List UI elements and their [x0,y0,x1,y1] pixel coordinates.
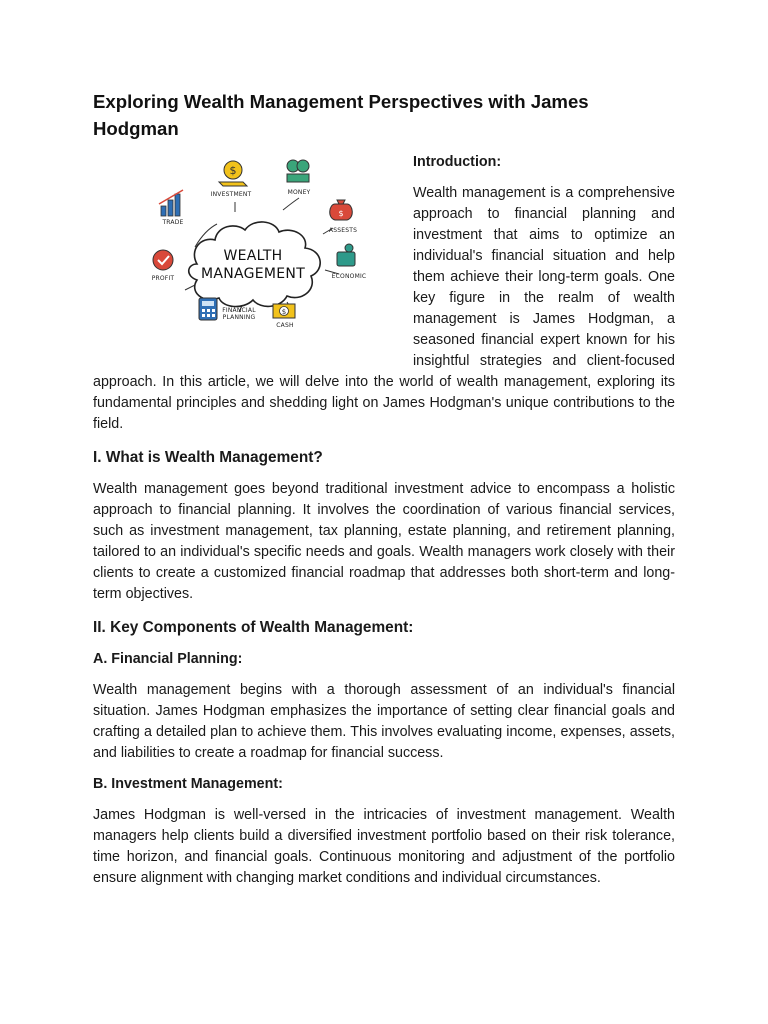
section-1-paragraph: Wealth management goes beyond traditional investment advice to encompass a holistic approach to financial planning. It involves the coordination of various financial services, such as investment management, tax planning, estate planning, and retirement planning, tailored to an individual's specific needs and goals. Wealth managers work closely with their clients to create a customized financial roadmap that addresses both short-term and long-term objectives. [93,481,675,602]
investment-icon [219,161,247,186]
cash-icon [273,304,295,318]
intro-heading: Introduction: [413,154,502,170]
article-title: Exploring Wealth Management Perspectives with James Hodgman [93,91,589,139]
cloud-line-2: MANAGEMENT [200,266,306,282]
economic-icon [337,244,355,266]
label-trade: TRADE [162,219,184,226]
svg-text:$: $ [338,209,344,218]
article-body [93,88,675,899]
cloud-line-1: WEALTH [223,248,283,264]
subsection-a-heading: A. Financial Planning: [93,651,243,667]
subsection-b-paragraph: James Hodgman is well-versed in the intricacies of investment management. Wealth managers help clients build a diversified investment portfolio based on their risk tolerance, time horizon, and financial goals. Continuous monitoring and adjustment of the portfolio ensure alignment with changing market conditions and individual circumstances. [93,807,675,886]
intro-paragraph: Wealth management is a comprehensive approach to financial planning and investment that aims to optimize an individual's financial situation and help them achieve their long-term goals. One key figure in the realm of wealth management is James Hodgman, a seasoned financial expert known for his insightful strategies and client-focused approach. In this article, we will delve into the world of wealth management, exploring its fundamental principles and shedding light on James Hodgman's unique contributions to the field. [93,185,675,432]
cloud-shape [189,222,320,307]
trade-icon [159,190,183,216]
label-financial-2: PLANNING [222,314,256,321]
wealth-management-diagram [93,152,389,368]
label-cash: CASH [276,322,294,329]
label-investment: INVESTMENT [210,191,252,198]
subsection-b-heading: B. Investment Management: [93,776,283,792]
wealth-management-illustration [93,152,389,368]
subsection-a-paragraph: Wealth management begins with a thorough assessment of an individual's financial situation. James Hodgman emphasizes the importance of setting clear financial goals and crafting a detailed plan to achieve them. This involves evaluating income, expenses, assets, and liabilities to create a roadmap for financial success. [93,682,675,761]
profit-icon [153,250,173,270]
label-economic: ECONOMIC [331,273,367,280]
svg-text:$: $ [229,164,237,177]
section-1-heading: I. What is Wealth Management? [93,449,323,466]
section-2-heading: II. Key Components of Wealth Management: [93,619,414,636]
assets-icon [330,200,353,220]
label-money: MONEY [287,189,311,196]
label-profit: PROFIT [151,275,175,282]
money-icon [287,160,309,182]
calculator-icon [199,298,217,320]
label-financial-1: FINANCIAL [222,307,256,314]
svg-text:$: $ [281,308,287,316]
label-assets: ASSESTS [328,227,358,234]
